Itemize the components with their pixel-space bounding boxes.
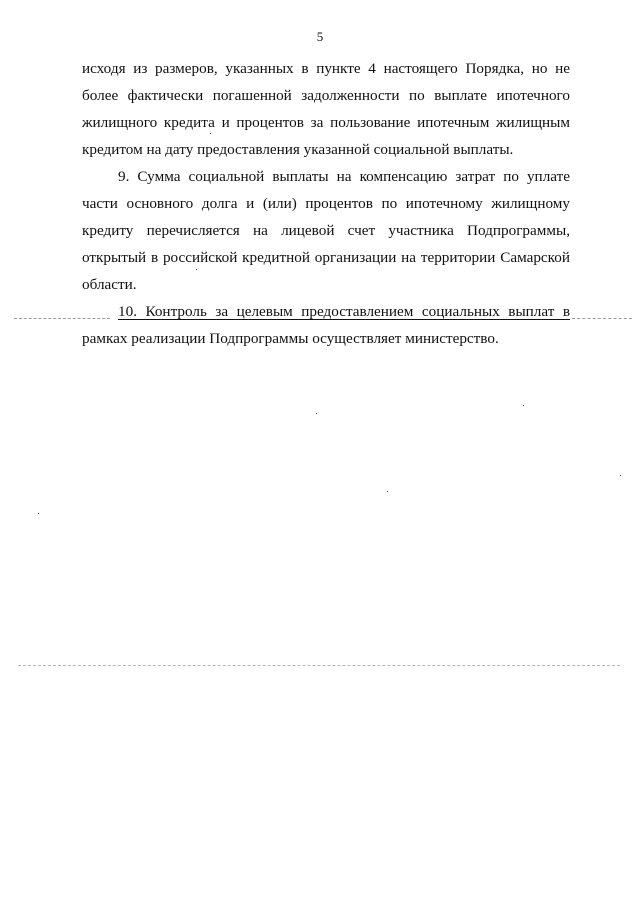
paragraph-line: более фактически погашенной задолженности по выплате ипотечного — [82, 87, 570, 104]
scan-speck — [210, 133, 211, 134]
scan-artifact-dashes — [18, 665, 620, 666]
scan-speck — [620, 475, 621, 476]
scan-artifact-dashes — [572, 318, 632, 319]
paragraph-line-underlined: 10. Контроль за целевым предоставлением социальных выплат в — [118, 303, 570, 320]
paragraph-line: области. — [82, 276, 137, 293]
scan-speck — [38, 513, 39, 514]
scan-speck — [523, 405, 524, 406]
paragraph-line: рамках реализации Подпрограммы осуществляет министерство. — [82, 330, 499, 347]
paragraph-line: кредитом на дату предоставления указанной социальной выплаты. — [82, 141, 514, 158]
scan-artifact-dashes — [14, 318, 110, 319]
paragraph-line: 9. Сумма социальной выплаты на компенсацию затрат по уплате — [118, 168, 570, 185]
paragraph-line: исходя из размеров, указанных в пункте 4 настоящего Порядка, но не — [82, 60, 570, 77]
paragraph-line: открытый в российской кредитной организации на территории Самарской — [82, 249, 570, 266]
paragraph-continuation — [82, 55, 570, 163]
paragraph-line: кредиту перечисляется на лицевой счет участника Подпрограммы, — [82, 222, 570, 239]
scan-speck — [316, 413, 317, 414]
page-number: 5 — [316, 29, 324, 44]
paragraph-item-10 — [82, 298, 570, 352]
paragraph-item-9 — [82, 163, 570, 298]
scan-speck — [387, 491, 388, 492]
paragraph-line: части основного долга и (или) процентов по ипотечному жилищному — [82, 195, 570, 212]
scan-speck — [196, 269, 197, 270]
paragraph-line: жилищного кредита и процентов за пользование ипотечным жилищным — [82, 114, 570, 131]
